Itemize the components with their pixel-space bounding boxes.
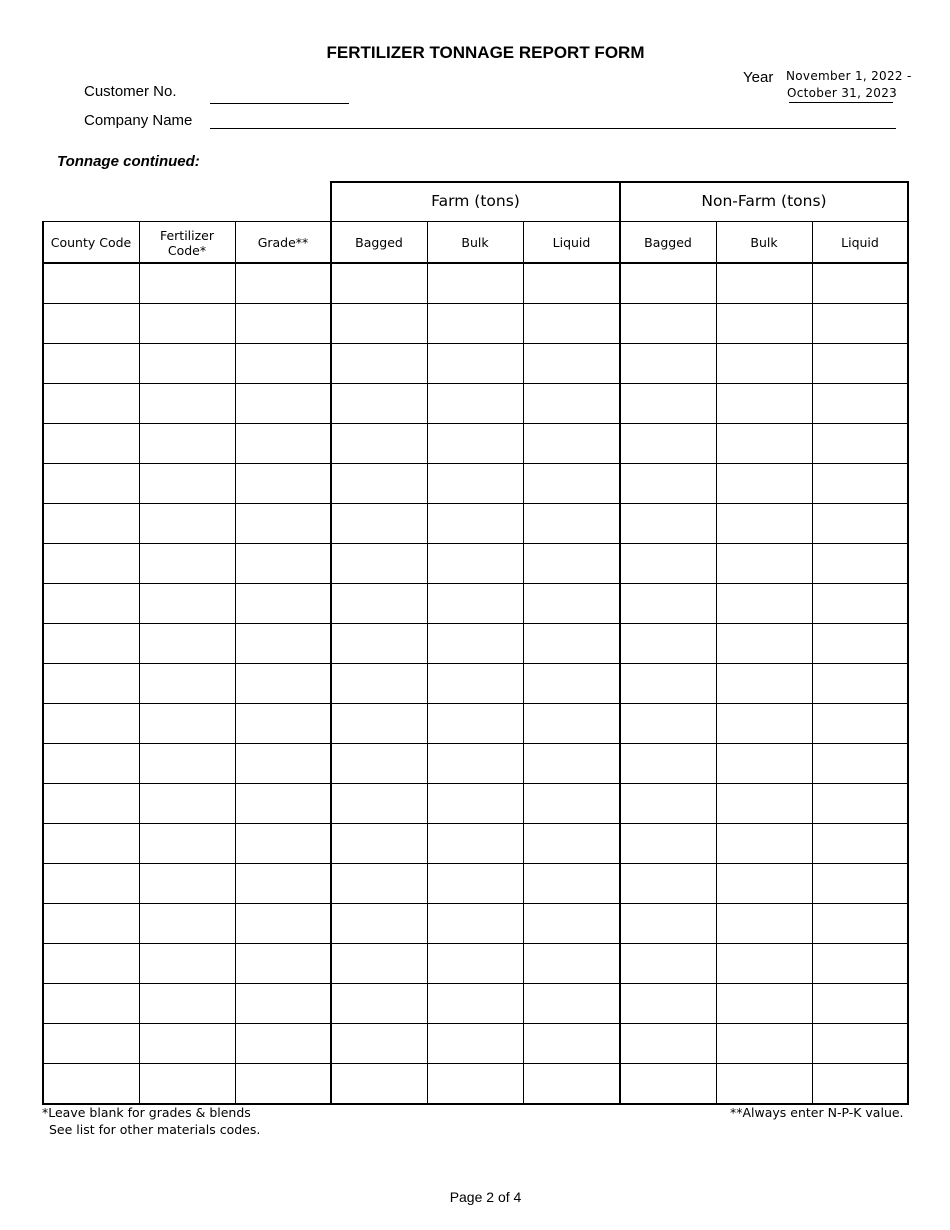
table-cell-nonfarm-liquid[interactable] bbox=[814, 545, 906, 581]
table-cell-grade[interactable] bbox=[237, 345, 329, 381]
table-cell-county-code[interactable] bbox=[45, 665, 137, 701]
column-divider bbox=[907, 181, 909, 1105]
table-cell-nonfarm-bulk[interactable] bbox=[718, 945, 810, 981]
table-cell-nonfarm-liquid[interactable] bbox=[814, 905, 906, 941]
table-cell-nonfarm-bagged[interactable] bbox=[622, 385, 714, 421]
table-cell-farm-liquid[interactable] bbox=[525, 265, 618, 301]
table-cell-farm-liquid[interactable] bbox=[525, 705, 618, 741]
table-cell-nonfarm-liquid[interactable] bbox=[814, 705, 906, 741]
table-cell-nonfarm-liquid[interactable] bbox=[814, 585, 906, 621]
row-divider bbox=[43, 743, 909, 744]
table-cell-farm-bulk[interactable] bbox=[429, 585, 521, 621]
table-cell-grade[interactable] bbox=[237, 1025, 329, 1061]
table-cell-nonfarm-liquid[interactable] bbox=[814, 825, 906, 861]
table-cell-grade[interactable] bbox=[237, 585, 329, 621]
table-cell-farm-bagged[interactable] bbox=[333, 985, 425, 1021]
table-cell-fertilizer-code[interactable] bbox=[141, 1025, 233, 1061]
table-cell-nonfarm-bulk[interactable] bbox=[718, 585, 810, 621]
column-divider bbox=[42, 221, 44, 1105]
table-cell-county-code[interactable] bbox=[45, 705, 137, 741]
table-cell-nonfarm-liquid[interactable] bbox=[814, 945, 906, 981]
table-cell-farm-liquid[interactable] bbox=[525, 345, 618, 381]
form-title: FERTILIZER TONNAGE REPORT FORM bbox=[326, 43, 645, 62]
table-cell-farm-bagged[interactable] bbox=[333, 745, 425, 781]
company-name-label: Company Name bbox=[84, 112, 193, 129]
table-cell-farm-bulk[interactable] bbox=[429, 265, 521, 301]
table-cell-nonfarm-bagged[interactable] bbox=[622, 825, 714, 861]
row-divider bbox=[43, 383, 909, 384]
table-cell-nonfarm-bulk[interactable] bbox=[718, 1025, 810, 1061]
table-cell-fertilizer-code[interactable] bbox=[141, 745, 233, 781]
table-cell-fertilizer-code[interactable] bbox=[141, 865, 233, 901]
table-cell-county-code[interactable] bbox=[45, 625, 137, 661]
table-cell-farm-liquid[interactable] bbox=[525, 1065, 618, 1101]
table-cell-nonfarm-bulk[interactable] bbox=[718, 505, 810, 541]
table-cell-county-code[interactable] bbox=[45, 465, 137, 501]
column-header-nonfarm-bulk: Bulk bbox=[750, 235, 778, 250]
column-header-fertilizer-code: Fertilizer Code* bbox=[159, 227, 215, 258]
table-cell-nonfarm-liquid[interactable] bbox=[814, 665, 906, 701]
table-cell-nonfarm-bulk[interactable] bbox=[718, 385, 810, 421]
table-cell-nonfarm-bulk[interactable] bbox=[718, 425, 810, 461]
table-cell-nonfarm-liquid[interactable] bbox=[814, 985, 906, 1021]
column-header-county-code: County Code bbox=[50, 235, 132, 250]
table-cell-fertilizer-code[interactable] bbox=[141, 825, 233, 861]
year-underline bbox=[789, 102, 893, 103]
table-cell-nonfarm-bagged[interactable] bbox=[622, 505, 714, 541]
table-cell-county-code[interactable] bbox=[45, 305, 137, 341]
table-cell-grade[interactable] bbox=[237, 905, 329, 941]
table-cell-nonfarm-bagged[interactable] bbox=[622, 905, 714, 941]
table-cell-nonfarm-liquid[interactable] bbox=[814, 865, 906, 901]
row-divider bbox=[43, 1023, 909, 1024]
customer-no-label: Customer No. bbox=[84, 83, 177, 100]
table-cell-grade[interactable] bbox=[237, 265, 329, 301]
table-cell-nonfarm-bulk[interactable] bbox=[718, 265, 810, 301]
table-cell-nonfarm-bulk[interactable] bbox=[718, 745, 810, 781]
table-cell-farm-bagged[interactable] bbox=[333, 825, 425, 861]
table-cell-county-code[interactable] bbox=[45, 265, 137, 301]
table-cell-nonfarm-bulk[interactable] bbox=[718, 785, 810, 821]
table-cell-farm-liquid[interactable] bbox=[525, 385, 618, 421]
table-cell-grade[interactable] bbox=[237, 425, 329, 461]
footnote-leave-blank: *Leave blank for grades & blends bbox=[42, 1105, 251, 1120]
table-cell-nonfarm-bulk[interactable] bbox=[718, 865, 810, 901]
table-cell-nonfarm-bagged[interactable] bbox=[622, 865, 714, 901]
table-cell-farm-bulk[interactable] bbox=[429, 745, 521, 781]
table-cell-nonfarm-bulk[interactable] bbox=[718, 905, 810, 941]
table-cell-fertilizer-code[interactable] bbox=[141, 545, 233, 581]
table-cell-fertilizer-code[interactable] bbox=[141, 465, 233, 501]
table-cell-farm-bulk[interactable] bbox=[429, 665, 521, 701]
table-cell-fertilizer-code[interactable] bbox=[141, 665, 233, 701]
table-cell-farm-bulk[interactable] bbox=[429, 345, 521, 381]
table-cell-fertilizer-code[interactable] bbox=[141, 785, 233, 821]
table-cell-farm-bulk[interactable] bbox=[429, 945, 521, 981]
table-cell-nonfarm-bagged[interactable] bbox=[622, 545, 714, 581]
column-divider bbox=[139, 221, 140, 1105]
table-cell-farm-liquid[interactable] bbox=[525, 465, 618, 501]
table-cell-nonfarm-liquid[interactable] bbox=[814, 785, 906, 821]
year-range-line1: November 1, 2022 - bbox=[786, 69, 912, 83]
table-cell-nonfarm-bulk[interactable] bbox=[718, 985, 810, 1021]
table-cell-farm-liquid[interactable] bbox=[525, 785, 618, 821]
row-divider bbox=[43, 623, 909, 624]
table-cell-grade[interactable] bbox=[237, 945, 329, 981]
table-cell-county-code[interactable] bbox=[45, 785, 137, 821]
column-divider bbox=[716, 221, 717, 1105]
column-divider bbox=[427, 221, 428, 1105]
table-cell-farm-liquid[interactable] bbox=[525, 905, 618, 941]
table-cell-grade[interactable] bbox=[237, 865, 329, 901]
table-cell-farm-bagged[interactable] bbox=[333, 865, 425, 901]
table-cell-nonfarm-bagged[interactable] bbox=[622, 945, 714, 981]
table-cell-farm-liquid[interactable] bbox=[525, 745, 618, 781]
row-divider bbox=[43, 663, 909, 664]
table-cell-farm-bulk[interactable] bbox=[429, 825, 521, 861]
table-cell-farm-bagged[interactable] bbox=[333, 505, 425, 541]
table-cell-fertilizer-code[interactable] bbox=[141, 425, 233, 461]
table-cell-nonfarm-bagged[interactable] bbox=[622, 1065, 714, 1101]
table-cell-county-code[interactable] bbox=[45, 905, 137, 941]
table-cell-fertilizer-code[interactable] bbox=[141, 985, 233, 1021]
table-cell-nonfarm-bulk[interactable] bbox=[718, 465, 810, 501]
table-cell-farm-bagged[interactable] bbox=[333, 1065, 425, 1101]
table-cell-nonfarm-bagged[interactable] bbox=[622, 785, 714, 821]
table-cell-grade[interactable] bbox=[237, 665, 329, 701]
table-cell-grade[interactable] bbox=[237, 625, 329, 661]
row-divider bbox=[43, 1063, 909, 1064]
table-cell-grade[interactable] bbox=[237, 705, 329, 741]
table-cell-farm-liquid[interactable] bbox=[525, 1025, 618, 1061]
table-cell-farm-liquid[interactable] bbox=[525, 665, 618, 701]
table-cell-farm-bagged[interactable] bbox=[333, 545, 425, 581]
table-cell-nonfarm-liquid[interactable] bbox=[814, 505, 906, 541]
table-cell-farm-liquid[interactable] bbox=[525, 585, 618, 621]
table-cell-grade[interactable] bbox=[237, 465, 329, 501]
table-cell-farm-bagged[interactable] bbox=[333, 785, 425, 821]
table-cell-farm-bulk[interactable] bbox=[429, 865, 521, 901]
table-cell-nonfarm-bulk[interactable] bbox=[718, 625, 810, 661]
table-cell-farm-bagged[interactable] bbox=[333, 905, 425, 941]
table-cell-nonfarm-bulk[interactable] bbox=[718, 1065, 810, 1101]
table-cell-county-code[interactable] bbox=[45, 545, 137, 581]
table-cell-fertilizer-code[interactable] bbox=[141, 505, 233, 541]
column-header-nonfarm-liquid: Liquid bbox=[841, 235, 879, 250]
table-cell-farm-liquid[interactable] bbox=[525, 545, 618, 581]
column-header-farm-bagged: Bagged bbox=[355, 235, 403, 250]
row-divider bbox=[43, 583, 909, 584]
table-cell-nonfarm-liquid[interactable] bbox=[814, 305, 906, 341]
table-cell-farm-bagged[interactable] bbox=[333, 385, 425, 421]
table-cell-farm-bagged[interactable] bbox=[333, 305, 425, 341]
table-cell-nonfarm-liquid[interactable] bbox=[814, 745, 906, 781]
table-cell-farm-liquid[interactable] bbox=[525, 825, 618, 861]
row-divider bbox=[43, 863, 909, 864]
table-cell-nonfarm-liquid[interactable] bbox=[814, 385, 906, 421]
table-cell-county-code[interactable] bbox=[45, 385, 137, 421]
table-cell-grade[interactable] bbox=[237, 385, 329, 421]
table-cell-nonfarm-liquid[interactable] bbox=[814, 465, 906, 501]
column-divider bbox=[812, 221, 813, 1105]
table-cell-grade[interactable] bbox=[237, 505, 329, 541]
table-cell-nonfarm-bulk[interactable] bbox=[718, 705, 810, 741]
row-divider bbox=[43, 543, 909, 544]
table-cell-nonfarm-bagged[interactable] bbox=[622, 985, 714, 1021]
row-divider bbox=[43, 423, 909, 424]
table-cell-farm-liquid[interactable] bbox=[525, 865, 618, 901]
table-cell-county-code[interactable] bbox=[45, 825, 137, 861]
table-cell-county-code[interactable] bbox=[45, 1065, 137, 1101]
table-cell-farm-bagged[interactable] bbox=[333, 945, 425, 981]
table-cell-nonfarm-bagged[interactable] bbox=[622, 1025, 714, 1061]
table-cell-nonfarm-liquid[interactable] bbox=[814, 1065, 906, 1101]
table-cell-farm-bulk[interactable] bbox=[429, 985, 521, 1021]
footnote-npk: **Always enter N-P-K value. bbox=[730, 1105, 904, 1120]
table-cell-grade[interactable] bbox=[237, 745, 329, 781]
table-cell-fertilizer-code[interactable] bbox=[141, 585, 233, 621]
table-cell-farm-bulk[interactable] bbox=[429, 1025, 521, 1061]
table-cell-county-code[interactable] bbox=[45, 745, 137, 781]
table-cell-farm-liquid[interactable] bbox=[525, 625, 618, 661]
table-cell-farm-bulk[interactable] bbox=[429, 625, 521, 661]
column-divider bbox=[235, 221, 236, 1105]
table-cell-grade[interactable] bbox=[237, 305, 329, 341]
table-cell-farm-bagged[interactable] bbox=[333, 705, 425, 741]
table-cell-farm-bagged[interactable] bbox=[333, 345, 425, 381]
table-cell-farm-bulk[interactable] bbox=[429, 505, 521, 541]
row-divider bbox=[43, 983, 909, 984]
table-cell-nonfarm-bulk[interactable] bbox=[718, 545, 810, 581]
table-cell-fertilizer-code[interactable] bbox=[141, 625, 233, 661]
table-cell-county-code[interactable] bbox=[45, 345, 137, 381]
table-cell-farm-liquid[interactable] bbox=[525, 305, 618, 341]
table-cell-nonfarm-bagged[interactable] bbox=[622, 665, 714, 701]
table-cell-county-code[interactable] bbox=[45, 985, 137, 1021]
table-cell-nonfarm-liquid[interactable] bbox=[814, 425, 906, 461]
table-cell-nonfarm-bagged[interactable] bbox=[622, 585, 714, 621]
table-cell-fertilizer-code[interactable] bbox=[141, 705, 233, 741]
table-cell-nonfarm-bulk[interactable] bbox=[718, 665, 810, 701]
table-cell-farm-bulk[interactable] bbox=[429, 425, 521, 461]
company-name-field[interactable] bbox=[210, 128, 896, 129]
table-cell-fertilizer-code[interactable] bbox=[141, 345, 233, 381]
table-cell-nonfarm-bagged[interactable] bbox=[622, 745, 714, 781]
table-cell-farm-bagged[interactable] bbox=[333, 265, 425, 301]
column-header-grade: Grade** bbox=[257, 235, 309, 250]
table-cell-fertilizer-code[interactable] bbox=[141, 385, 233, 421]
table-cell-farm-bulk[interactable] bbox=[429, 545, 521, 581]
table-cell-farm-bagged[interactable] bbox=[333, 425, 425, 461]
table-cell-county-code[interactable] bbox=[45, 865, 137, 901]
table-cell-farm-liquid[interactable] bbox=[525, 945, 618, 981]
column-header-nonfarm-bagged: Bagged bbox=[644, 235, 692, 250]
table-cell-farm-bagged[interactable] bbox=[333, 1025, 425, 1061]
row-divider bbox=[43, 703, 909, 704]
table-cell-nonfarm-liquid[interactable] bbox=[814, 1025, 906, 1061]
table-cell-nonfarm-bagged[interactable] bbox=[622, 265, 714, 301]
table-cell-farm-liquid[interactable] bbox=[525, 425, 618, 461]
customer-no-field[interactable] bbox=[210, 103, 349, 104]
table-cell-nonfarm-liquid[interactable] bbox=[814, 345, 906, 381]
table-cell-farm-bulk[interactable] bbox=[429, 905, 521, 941]
table-cell-fertilizer-code[interactable] bbox=[141, 265, 233, 301]
table-cell-farm-bulk[interactable] bbox=[429, 305, 521, 341]
table-cell-farm-bagged[interactable] bbox=[333, 465, 425, 501]
page-number: Page 2 of 4 bbox=[449, 1189, 522, 1205]
table-cell-county-code[interactable] bbox=[45, 425, 137, 461]
table-cell-farm-bagged[interactable] bbox=[333, 625, 425, 661]
table-cell-grade[interactable] bbox=[237, 1065, 329, 1101]
table-cell-nonfarm-bagged[interactable] bbox=[622, 425, 714, 461]
table-cell-grade[interactable] bbox=[237, 825, 329, 861]
table-cell-farm-bulk[interactable] bbox=[429, 1065, 521, 1101]
table-cell-county-code[interactable] bbox=[45, 1025, 137, 1061]
year-label: Year bbox=[743, 69, 774, 86]
column-header-farm-bulk: Bulk bbox=[461, 235, 489, 250]
column-divider bbox=[523, 221, 524, 1105]
table-cell-nonfarm-bagged[interactable] bbox=[622, 705, 714, 741]
table-cell-nonfarm-bagged[interactable] bbox=[622, 345, 714, 381]
table-cell-nonfarm-bagged[interactable] bbox=[622, 465, 714, 501]
column-header-farm-liquid: Liquid bbox=[552, 235, 591, 250]
table-cell-fertilizer-code[interactable] bbox=[141, 305, 233, 341]
table-cell-farm-liquid[interactable] bbox=[525, 985, 618, 1021]
row-divider bbox=[43, 903, 909, 904]
footnote-materials-codes: See list for other materials codes. bbox=[49, 1122, 261, 1137]
table-cell-fertilizer-code[interactable] bbox=[141, 905, 233, 941]
table-cell-nonfarm-bulk[interactable] bbox=[718, 345, 810, 381]
table-cell-farm-bulk[interactable] bbox=[429, 465, 521, 501]
column-divider bbox=[619, 181, 621, 1105]
table-cell-farm-bulk[interactable] bbox=[429, 385, 521, 421]
table-cell-farm-bagged[interactable] bbox=[333, 665, 425, 701]
row-divider bbox=[43, 943, 909, 944]
table-cell-fertilizer-code[interactable] bbox=[141, 945, 233, 981]
table-cell-grade[interactable] bbox=[237, 545, 329, 581]
table-cell-grade[interactable] bbox=[237, 785, 329, 821]
table-cell-nonfarm-bulk[interactable] bbox=[718, 305, 810, 341]
table-cell-county-code[interactable] bbox=[45, 505, 137, 541]
table-cell-nonfarm-bagged[interactable] bbox=[622, 305, 714, 341]
row-divider bbox=[43, 343, 909, 344]
table-cell-nonfarm-bulk[interactable] bbox=[718, 825, 810, 861]
nonfarm-tons-header: Non-Farm (tons) bbox=[701, 192, 827, 210]
row-divider bbox=[43, 823, 909, 824]
table-cell-nonfarm-liquid[interactable] bbox=[814, 625, 906, 661]
tonnage-continued-label: Tonnage continued: bbox=[57, 153, 200, 170]
table-cell-farm-bulk[interactable] bbox=[429, 705, 521, 741]
row-divider bbox=[43, 463, 909, 464]
table-cell-county-code[interactable] bbox=[45, 945, 137, 981]
table-cell-farm-liquid[interactable] bbox=[525, 505, 618, 541]
column-divider bbox=[330, 181, 332, 1105]
year-range-line2: October 31, 2023 bbox=[787, 86, 898, 100]
table-cell-fertilizer-code[interactable] bbox=[141, 1065, 233, 1101]
table-cell-nonfarm-bagged[interactable] bbox=[622, 625, 714, 661]
table-cell-farm-bulk[interactable] bbox=[429, 785, 521, 821]
table-cell-farm-bagged[interactable] bbox=[333, 585, 425, 621]
farm-tons-header: Farm (tons) bbox=[431, 192, 520, 210]
row-divider bbox=[43, 303, 909, 304]
table-cell-grade[interactable] bbox=[237, 985, 329, 1021]
table-cell-nonfarm-liquid[interactable] bbox=[814, 265, 906, 301]
row-divider bbox=[43, 503, 909, 504]
row-divider bbox=[43, 783, 909, 784]
table-cell-county-code[interactable] bbox=[45, 585, 137, 621]
